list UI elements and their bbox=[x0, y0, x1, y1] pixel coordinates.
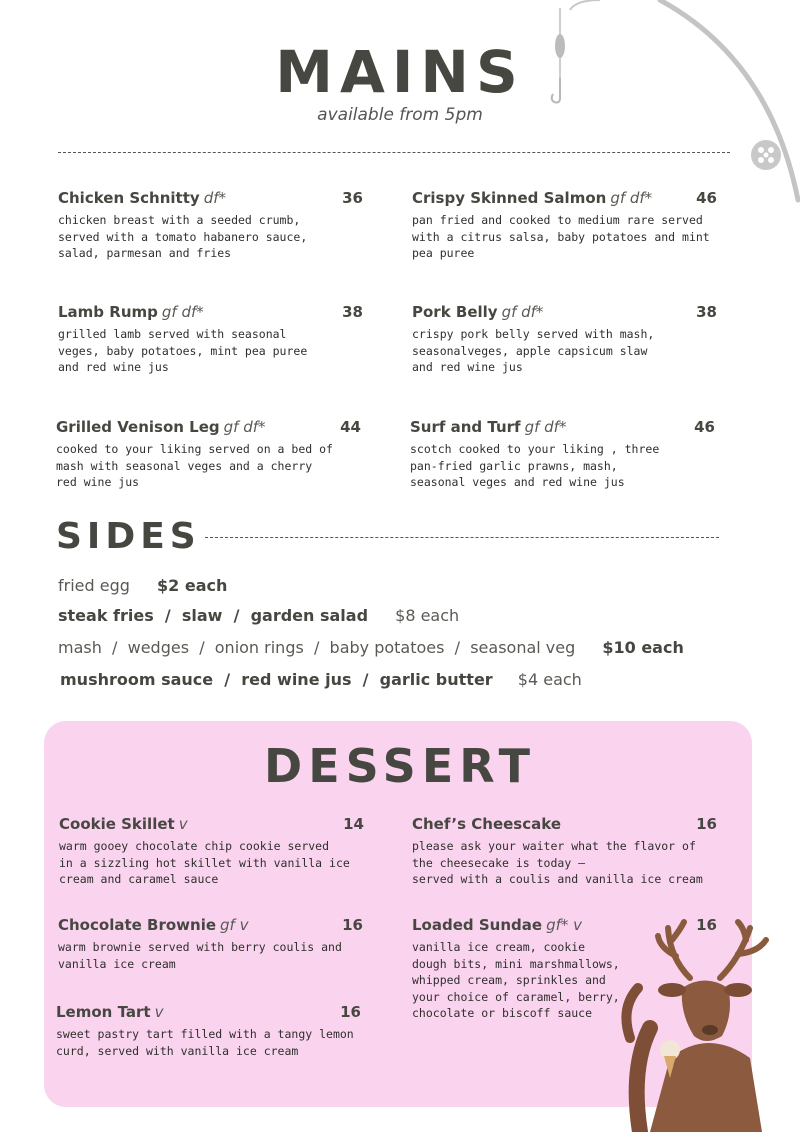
item-name: Chocolate Brownie bbox=[58, 916, 217, 934]
item-price: 46 bbox=[694, 418, 715, 436]
item-price: 16 bbox=[696, 916, 717, 934]
item-name: Chicken Schnitty bbox=[58, 189, 200, 207]
item-description: scotch cooked to your liking , three pan-fried garlic prawns, mash, seasonal veges and red wine jus bbox=[410, 442, 660, 489]
menu-item bbox=[56, 417, 361, 491]
menu-item bbox=[412, 814, 717, 888]
item-description: warm gooey chocolate chip cookie served in a sizzling hot skillet with vanilla ice cream and caramel sauce bbox=[59, 839, 350, 886]
item-price: 16 bbox=[342, 916, 363, 934]
sides-title: SIDES bbox=[56, 516, 201, 557]
item-tags: gf df* bbox=[161, 303, 204, 321]
item-tags: gf df* bbox=[524, 418, 567, 436]
item-description: sweet pastry tart filled with a tangy lemon curd, served with vanilla ice cream bbox=[56, 1027, 354, 1058]
item-name: Loaded Sundae bbox=[412, 916, 543, 934]
menu-item bbox=[58, 188, 363, 262]
item-description: chicken breast with a seeded crumb, served with a tomato habanero sauce, salad, parmesan and fries bbox=[58, 213, 308, 260]
item-tags: gf v bbox=[220, 916, 249, 934]
item-tags: v bbox=[154, 1003, 164, 1021]
item-tags: v bbox=[178, 815, 188, 833]
side-items: mash / wedges / onion rings / baby potatoes / seasonal veg bbox=[58, 638, 576, 657]
item-price: 14 bbox=[343, 815, 364, 833]
item-tags: gf* v bbox=[546, 916, 583, 934]
dessert-title: DESSERT bbox=[264, 739, 536, 793]
item-description: vanilla ice cream, cookie dough bits, mini marshmallows, whipped cream, sprinkles and your choice of caramel, berry, chocolate or biscoff sauce bbox=[412, 940, 620, 1020]
side-row bbox=[58, 638, 684, 657]
side-row bbox=[60, 670, 582, 689]
item-name: Pork Belly bbox=[412, 303, 498, 321]
item-tags: gf df* bbox=[223, 418, 266, 436]
menu-item bbox=[412, 302, 717, 376]
side-price: $2 each bbox=[157, 576, 228, 595]
item-price: 44 bbox=[340, 418, 361, 436]
menu-item bbox=[56, 1002, 361, 1059]
menu-item bbox=[58, 915, 363, 972]
item-name: Crispy Skinned Salmon bbox=[412, 189, 607, 207]
sides-divider bbox=[205, 537, 719, 538]
item-price: 46 bbox=[696, 189, 717, 207]
menu-item bbox=[59, 814, 364, 888]
item-price: 36 bbox=[342, 189, 363, 207]
item-description: pan fried and cooked to medium rare served with a citrus salsa, baby potatoes and mint pea puree bbox=[412, 213, 710, 260]
item-name: Lamb Rump bbox=[58, 303, 158, 321]
item-price: 16 bbox=[340, 1003, 361, 1021]
item-description: please ask your waiter what the flavor of the cheesecake is today — served with a coulis and vanilla ice cream bbox=[412, 839, 703, 886]
item-tags: gf df* bbox=[610, 189, 653, 207]
item-description: grilled lamb served with seasonal veges, baby potatoes, mint pea puree and red wine jus bbox=[58, 327, 308, 374]
item-price: 38 bbox=[696, 303, 717, 321]
item-description: cooked to your liking served on a bed of mash with seasonal veges and a cherry red wine jus bbox=[56, 442, 333, 489]
item-description: warm brownie served with berry coulis and vanilla ice cream bbox=[58, 940, 342, 971]
side-row bbox=[58, 576, 227, 595]
side-items: fried egg bbox=[58, 576, 130, 595]
item-name: Lemon Tart bbox=[56, 1003, 151, 1021]
side-price: $4 each bbox=[517, 670, 582, 689]
item-name: Chef’s Cheescake bbox=[412, 815, 561, 833]
item-name: Cookie Skillet bbox=[59, 815, 175, 833]
item-description: crispy pork belly served with mash, seasonalveges, apple capsicum slaw and red wine jus bbox=[412, 327, 655, 374]
deer-with-ice-cream-icon bbox=[610, 918, 790, 1132]
menu-item bbox=[410, 417, 715, 491]
side-price: $10 each bbox=[602, 638, 684, 657]
side-items: mushroom sauce / red wine jus / garlic butter bbox=[60, 670, 493, 689]
item-name: Surf and Turf bbox=[410, 418, 521, 436]
item-name: Grilled Venison Leg bbox=[56, 418, 220, 436]
side-price: $8 each bbox=[395, 606, 460, 625]
item-tags: gf df* bbox=[501, 303, 544, 321]
item-price: 38 bbox=[342, 303, 363, 321]
menu-item bbox=[412, 188, 717, 262]
side-items: steak fries / slaw / garden salad bbox=[58, 606, 369, 625]
side-row bbox=[58, 606, 459, 625]
item-price: 16 bbox=[696, 815, 717, 833]
mains-subtitle: available from 5pm bbox=[317, 105, 483, 125]
menu-item bbox=[58, 302, 363, 376]
mains-title: MAINS bbox=[275, 38, 525, 106]
mains-divider bbox=[58, 152, 730, 153]
item-tags: df* bbox=[203, 189, 226, 207]
